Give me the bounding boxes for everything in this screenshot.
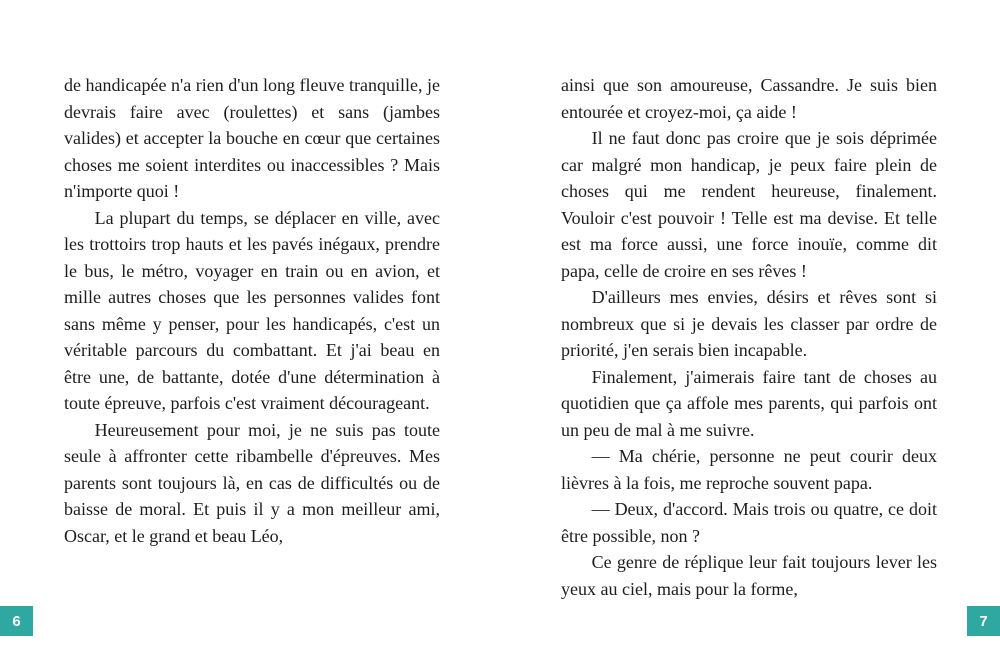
page-number-badge-left: 6 <box>0 606 33 636</box>
page-right-text <box>561 72 937 602</box>
paragraph: D'ailleurs mes envies, désirs et rêves sont si nombreux que si je devais les classer par ordre de priorité, j'en serais bien incapable. <box>561 287 937 360</box>
paragraph: — Ma chérie, personne ne peut courir deux lièvres à la fois, me reproche souvent papa. <box>561 446 937 493</box>
paragraph: de handicapée n'a rien d'un long fleuve tranquille, je devrais faire avec (roulettes) et sans (jambes valides) et accepter la bouche en cœur que certaines choses me soient interdites ou inaccessibles ? Mais n'importe quoi ! <box>64 75 440 201</box>
paragraph: — Deux, d'accord. Mais trois ou quatre, ce doit être possible, non ? <box>561 499 937 546</box>
paragraph: Il ne faut donc pas croire que je sois déprimée car malgré mon handicap, je peux faire plein de choses qui me rendent heureuse, finalement. Vouloir c'est pouvoir ! Telle est ma devise. Et telle est ma force aussi, une force inouïe, comme dit papa, celle de croire en ses rêves ! <box>561 128 937 281</box>
page-number-badge-right: 7 <box>967 606 1000 636</box>
paragraph: Heureusement pour moi, je ne suis pas toute seule à affronter cette ribambelle d'épreuves. Mes parents sont toujours là, en cas de difficultés ou de baisse de moral. Et puis il y a mon meilleur ami, Oscar, et le grand et beau Léo, <box>64 419 440 546</box>
page-left-text <box>64 72 440 549</box>
paragraph: Finalement, j'aimerais faire tant de choses au quotidien que ça affole mes parents, qui parfois ont un peu de mal à me suivre. <box>561 366 937 440</box>
page-right <box>500 0 1000 663</box>
paragraph: ainsi que son amoureuse, Cassandre. Je suis bien entourée et croyez-moi, ça aide ! <box>561 75 937 122</box>
paragraph: La plupart du temps, se déplacer en ville, avec les trottoirs trop hauts et les pavés inégaux, prendre le bus, le métro, voyager en train ou en avion, et mille autres choses que les personnes valides font sans même y penser, pour les handicapés, c'est un véritable parcours du combattant. Et j'ai beau en être une, de battante, dotée d'une détermination à toute épreuve, parfois c'est vraiment décourageant. <box>64 207 440 413</box>
paragraph: Ce genre de réplique leur fait toujours lever les yeux au ciel, mais pour la forme, <box>561 552 937 599</box>
